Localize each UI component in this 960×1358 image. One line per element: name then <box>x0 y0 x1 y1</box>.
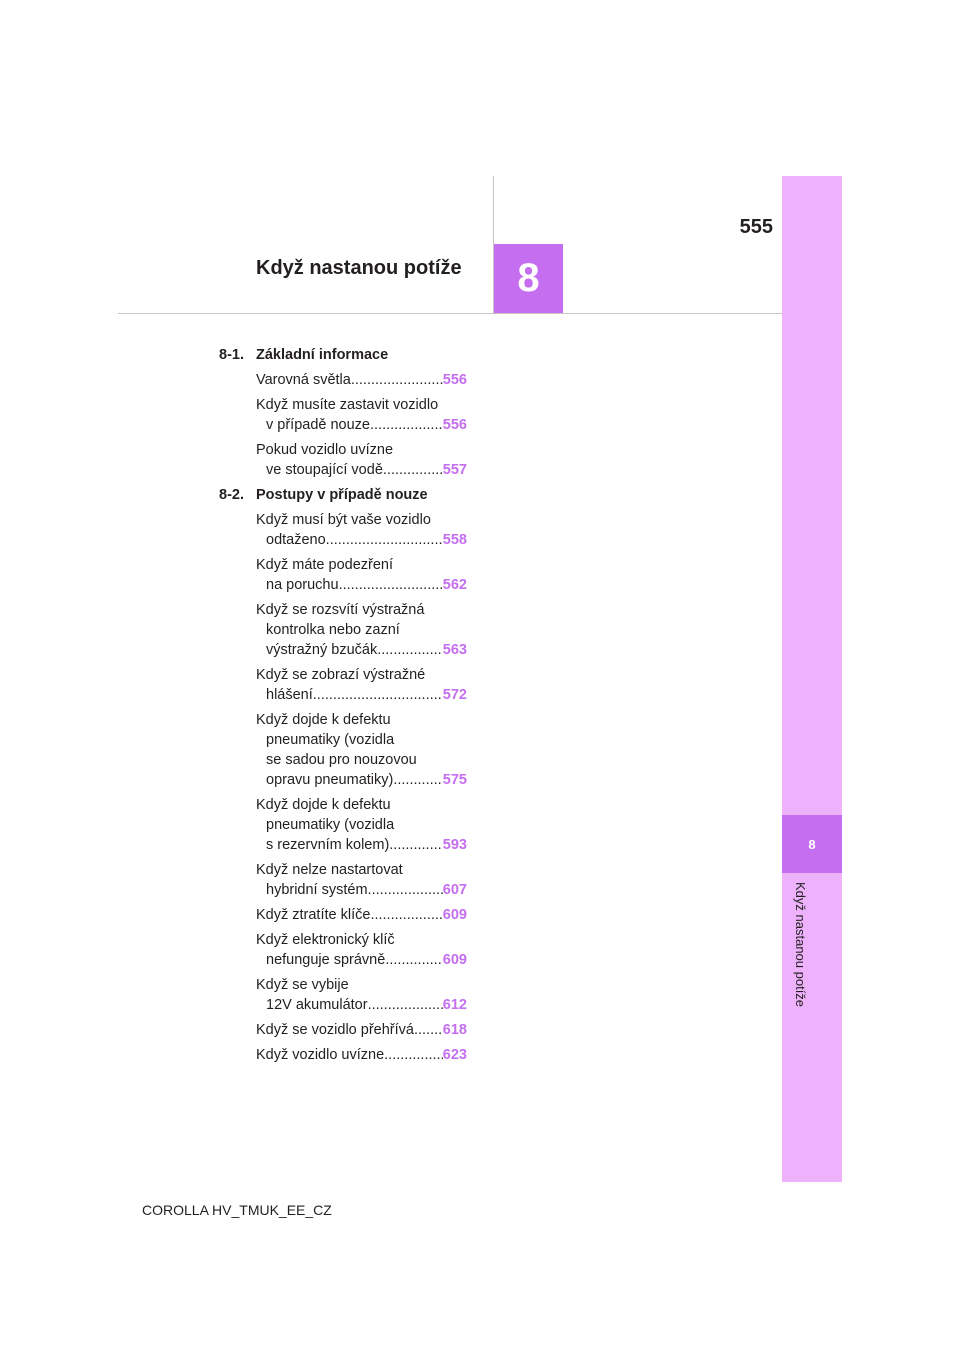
side-chapter-strip <box>782 176 842 1182</box>
toc-entry-label: odtaženo <box>266 532 326 548</box>
dot-leader <box>414 1020 443 1040</box>
toc-entry-line <box>256 880 467 900</box>
dot-leader <box>384 1045 443 1065</box>
toc-entry-line: Když musíte zastavit vozidlo <box>256 397 439 413</box>
dot-leader <box>370 905 442 925</box>
toc-entry-label: 12V akumulátor <box>266 997 368 1013</box>
toc-entry[interactable] <box>256 440 467 480</box>
dot-leader <box>393 770 442 790</box>
footer-doc-code: COROLLA HV_TMUK_EE_CZ <box>142 1202 332 1218</box>
toc-page-link[interactable]: 556 <box>442 372 467 388</box>
toc-entry[interactable] <box>256 710 467 790</box>
toc-page-link[interactable]: 618 <box>442 1022 467 1038</box>
toc-entry-line <box>256 950 467 970</box>
toc-entry[interactable] <box>256 370 467 390</box>
toc-entry-label: ve stoupající vodě <box>266 462 383 478</box>
toc-entry-label: v případě nouze <box>266 417 370 433</box>
dot-leader <box>368 995 443 1015</box>
toc-entry-line <box>256 415 467 435</box>
toc-entry-line <box>256 770 467 790</box>
toc-page-link[interactable]: 575 <box>442 772 467 788</box>
toc-entry-line <box>256 640 467 660</box>
toc-entry[interactable] <box>256 395 467 435</box>
toc-page-link[interactable]: 557 <box>442 462 467 478</box>
toc-entry-line <box>256 460 467 480</box>
toc-entry-line: kontrolka nebo zazní <box>266 622 400 638</box>
toc-entry-label: Varovná světla <box>256 372 351 388</box>
dot-leader <box>313 685 443 705</box>
toc-entry-label: opravu pneumatiky) <box>266 772 394 788</box>
table-of-contents <box>219 345 467 1070</box>
toc-entry-line: pneumatiky (vozidla <box>266 817 395 833</box>
toc-entry[interactable] <box>256 600 467 660</box>
header-horizontal-rule <box>118 313 782 314</box>
toc-entry-line: Když dojde k defektu <box>256 712 391 728</box>
toc-entry-line: Když se vybije <box>256 977 349 993</box>
toc-entry[interactable] <box>256 860 467 900</box>
toc-entry-label: Když se vozidlo přehřívá <box>256 1022 414 1038</box>
toc-page-link[interactable]: 558 <box>442 532 467 548</box>
toc-entry-line: Pokud vozidlo uvízne <box>256 442 394 458</box>
toc-page-link[interactable]: 612 <box>442 997 467 1013</box>
toc-page-link[interactable]: 609 <box>442 907 467 923</box>
section-number: 8-2. <box>219 487 244 503</box>
dot-leader <box>351 370 443 390</box>
toc-entry-line: Když se rozsvítí výstražná <box>256 602 425 618</box>
chapter-title: Když nastanou potíže <box>256 257 462 279</box>
toc-page-link[interactable]: 593 <box>442 837 467 853</box>
toc-entry-line: Když musí být vaše vozidlo <box>256 512 431 528</box>
dot-leader <box>339 575 443 595</box>
dot-leader <box>389 835 443 855</box>
dot-leader <box>368 880 443 900</box>
section-heading <box>219 345 467 365</box>
toc-entry[interactable] <box>256 930 467 970</box>
toc-page-link[interactable]: 563 <box>442 642 467 658</box>
toc-entry[interactable] <box>256 975 467 1015</box>
toc-entry-line <box>256 530 467 550</box>
dot-leader <box>370 415 443 435</box>
chapter-number-box: 8 <box>494 244 563 313</box>
dot-leader <box>377 640 443 660</box>
toc-entry-line <box>256 575 467 595</box>
toc-entry-line <box>256 835 467 855</box>
toc-entry-label: s rezervním kolem) <box>266 837 390 853</box>
toc-entry-line: se sadou pro nouzovou <box>266 752 417 768</box>
section-title: Postupy v případě nouze <box>256 487 428 503</box>
section-title: Základní informace <box>256 347 389 363</box>
toc-page-link[interactable]: 609 <box>442 952 467 968</box>
toc-entry[interactable] <box>256 795 467 855</box>
toc-entry[interactable] <box>256 905 467 925</box>
toc-page-link[interactable]: 607 <box>442 882 467 898</box>
toc-entry-label: Když vozidlo uvízne <box>256 1047 385 1063</box>
toc-page-link[interactable]: 562 <box>442 577 467 593</box>
dot-leader <box>326 530 443 550</box>
toc-entry-label: nefunguje správně <box>266 952 386 968</box>
toc-page-link[interactable]: 572 <box>442 687 467 703</box>
page-number: 555 <box>739 216 773 238</box>
toc-entry[interactable] <box>256 555 467 595</box>
toc-entry-line: pneumatiky (vozidla <box>266 732 395 748</box>
side-chapter-tab[interactable]: 8 <box>782 815 842 873</box>
toc-entry-label: výstražný bzučák <box>266 642 378 658</box>
toc-entry-line <box>256 1045 467 1065</box>
toc-entry-label: hlášení <box>266 687 313 703</box>
toc-entry[interactable] <box>256 1045 467 1065</box>
toc-entry-line <box>256 1020 467 1040</box>
toc-entry-line <box>256 685 467 705</box>
toc-page-link[interactable]: 556 <box>442 417 467 433</box>
toc-entry-line: Když dojde k defektu <box>256 797 391 813</box>
toc-entry[interactable] <box>256 1020 467 1040</box>
toc-entry-label: Když ztratíte klíče <box>256 907 371 923</box>
dot-leader <box>383 460 443 480</box>
toc-page-link[interactable]: 623 <box>442 1047 467 1063</box>
toc-entry-line <box>256 370 467 390</box>
toc-entry-line <box>256 995 467 1015</box>
section-heading <box>219 485 467 505</box>
toc-entry-line <box>256 905 467 925</box>
toc-entry-label: na poruchu <box>266 577 339 593</box>
toc-entry[interactable] <box>256 510 467 550</box>
toc-entry-line: Když máte podezření <box>256 557 394 573</box>
side-chapter-label: Když nastanou potíže <box>793 882 808 1008</box>
toc-entry-label: hybridní systém <box>266 882 368 898</box>
toc-entry-line: Když se zobrazí výstražné <box>256 667 426 683</box>
toc-entry-line: Když nelze nastartovat <box>256 862 403 878</box>
dot-leader <box>385 950 442 970</box>
section-number: 8-1. <box>219 347 244 363</box>
toc-entry-line: Když elektronický klíč <box>256 932 395 948</box>
toc-entry[interactable] <box>256 665 467 705</box>
